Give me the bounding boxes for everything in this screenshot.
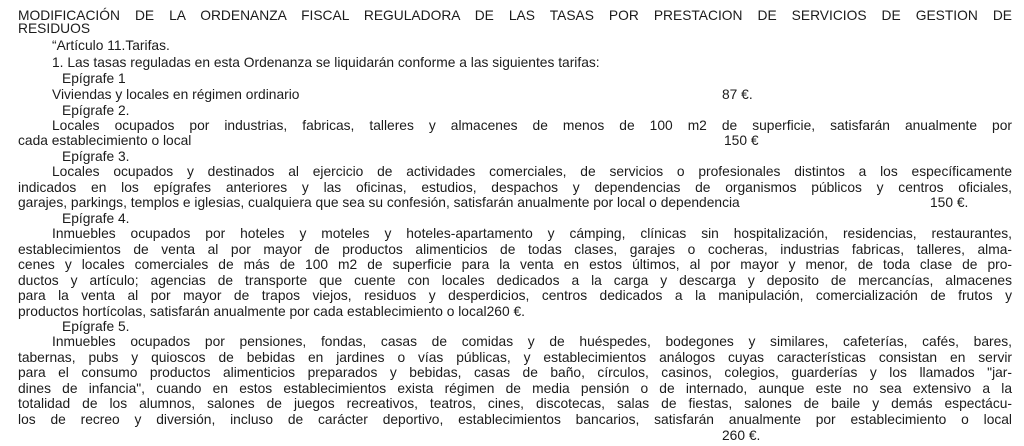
epigrafe-5-line: dines de infancia", cuando en estos establecimientos exista régimen de media pensión o de internado, aunque este no sea extensivo a la [18,381,1012,396]
epigrafe-4-line: para la venta al por mayor de trapos viejos, residuos y desperdicios, centros dedicados a la manipulación, comercialización de frutos y [18,288,1012,303]
epigrafe-4-heading: Epígrafe 4. [62,211,130,226]
epigrafe-2-line: Locales ocupados por industrias, fabricas, talleres y almacenes de menos de 100 m2 de superficie, satisfarán anualmente por [52,118,1012,133]
epigrafe-3-line: Locales ocupados y destinados al ejercicio de actividades comerciales, de servicios o profesionales distintos a los específicamente [52,164,1012,179]
epigrafe-2-amount: 150 € [724,133,759,148]
intro-paragraph: 1. Las tasas reguladas en esta Ordenanza se liquidarán conforme a las siguientes tarifas: [52,55,600,70]
article-heading: “Artículo 11.Tarifas. [52,38,170,53]
epigrafe-2-line: cada establecimiento o local [18,133,192,148]
epigrafe-1-heading: Epígrafe 1 [62,71,126,86]
epigrafe-4-line: productos hortícolas, satisfarán anualmente por cada establecimiento o local260 €. [18,304,525,319]
epigrafe-5-line: los de recreo y diversión, incluso de carácter deportivo, establecimientos bancarios, satisfarán anualmente por establecimiento o local [18,412,1012,427]
document-title-continued: RESIDUOS [18,21,91,36]
document-title: MODIFICACIÓN DE LA ORDENANZA FISCAL REGULADORA DE LAS TASAS POR PRESTACION DE SERVICIOS DE GESTION DE [18,8,1012,23]
epigrafe-3-line: garajes, parkings, templos e iglesias, cualquiera que sea su confesión, satisfarán anualmente por local o dependencia [18,195,740,210]
epigrafe-5-line: Inmuebles ocupados por pensiones, fondas, casas de comidas y de huéspedes, bodegones y similares, cafeterías, cafés, bares, [52,334,1012,349]
epigrafe-3-amount: 150 €. [930,195,969,210]
epigrafe-4-line: ductos y artículo; agencias de transporte que cuente con locales dedicados a la carga y descarga y deposito de mercancías, almacenes [18,273,1012,288]
epigrafe-5-line: para el consumo productos alimenticios preparados y bebidas, casas de baño, círculos, casinos, colegios, guarderías y los llamados "jar- [18,365,1012,380]
epigrafe-1-text: Viviendas y locales en régimen ordinario [52,87,300,102]
epigrafe-4-line: Inmuebles ocupados por hoteles y moteles y hoteles-apartamento y cámping, clínicas sin hospitalización, residencias, restaurantes, [52,226,1012,241]
epigrafe-4-line: cenes y locales comerciales de más de 100 m2 de superficie para la venta en estos últimos, al por mayor y menor, de toda clase de pro- [18,257,1012,272]
epigrafe-1-amount: 87 €. [722,87,753,102]
epigrafe-5-amount: 260 €. [722,428,761,443]
epigrafe-5-heading: Epígrafe 5. [62,319,130,334]
epigrafe-2-heading: Epígrafe 2. [62,103,130,118]
epigrafe-3-heading: Epígrafe 3. [62,149,130,164]
epigrafe-5-line: totalidad de los alumnos, salones de juegos recreativos, teatros, cines, discotecas, salas de fiestas, salones de baile y demás espectácu- [18,396,1012,411]
epigrafe-4-line: establecimientos de venta al por mayor de productos alimenticios de todas clases, garajes o cocheras, industrias fabricas, talleres, alma- [18,242,1012,257]
epigrafe-5-line: tabernas, pubs y quioscos de bebidas en jardines o vías públicas, y establecimientos análogos cuyas características consistan en servir [18,350,1012,365]
epigrafe-3-line: indicados en los epígrafes anteriores y las oficinas, estudios, despachos y dependencias de organismos públicos y centros oficiales, [18,180,1012,195]
